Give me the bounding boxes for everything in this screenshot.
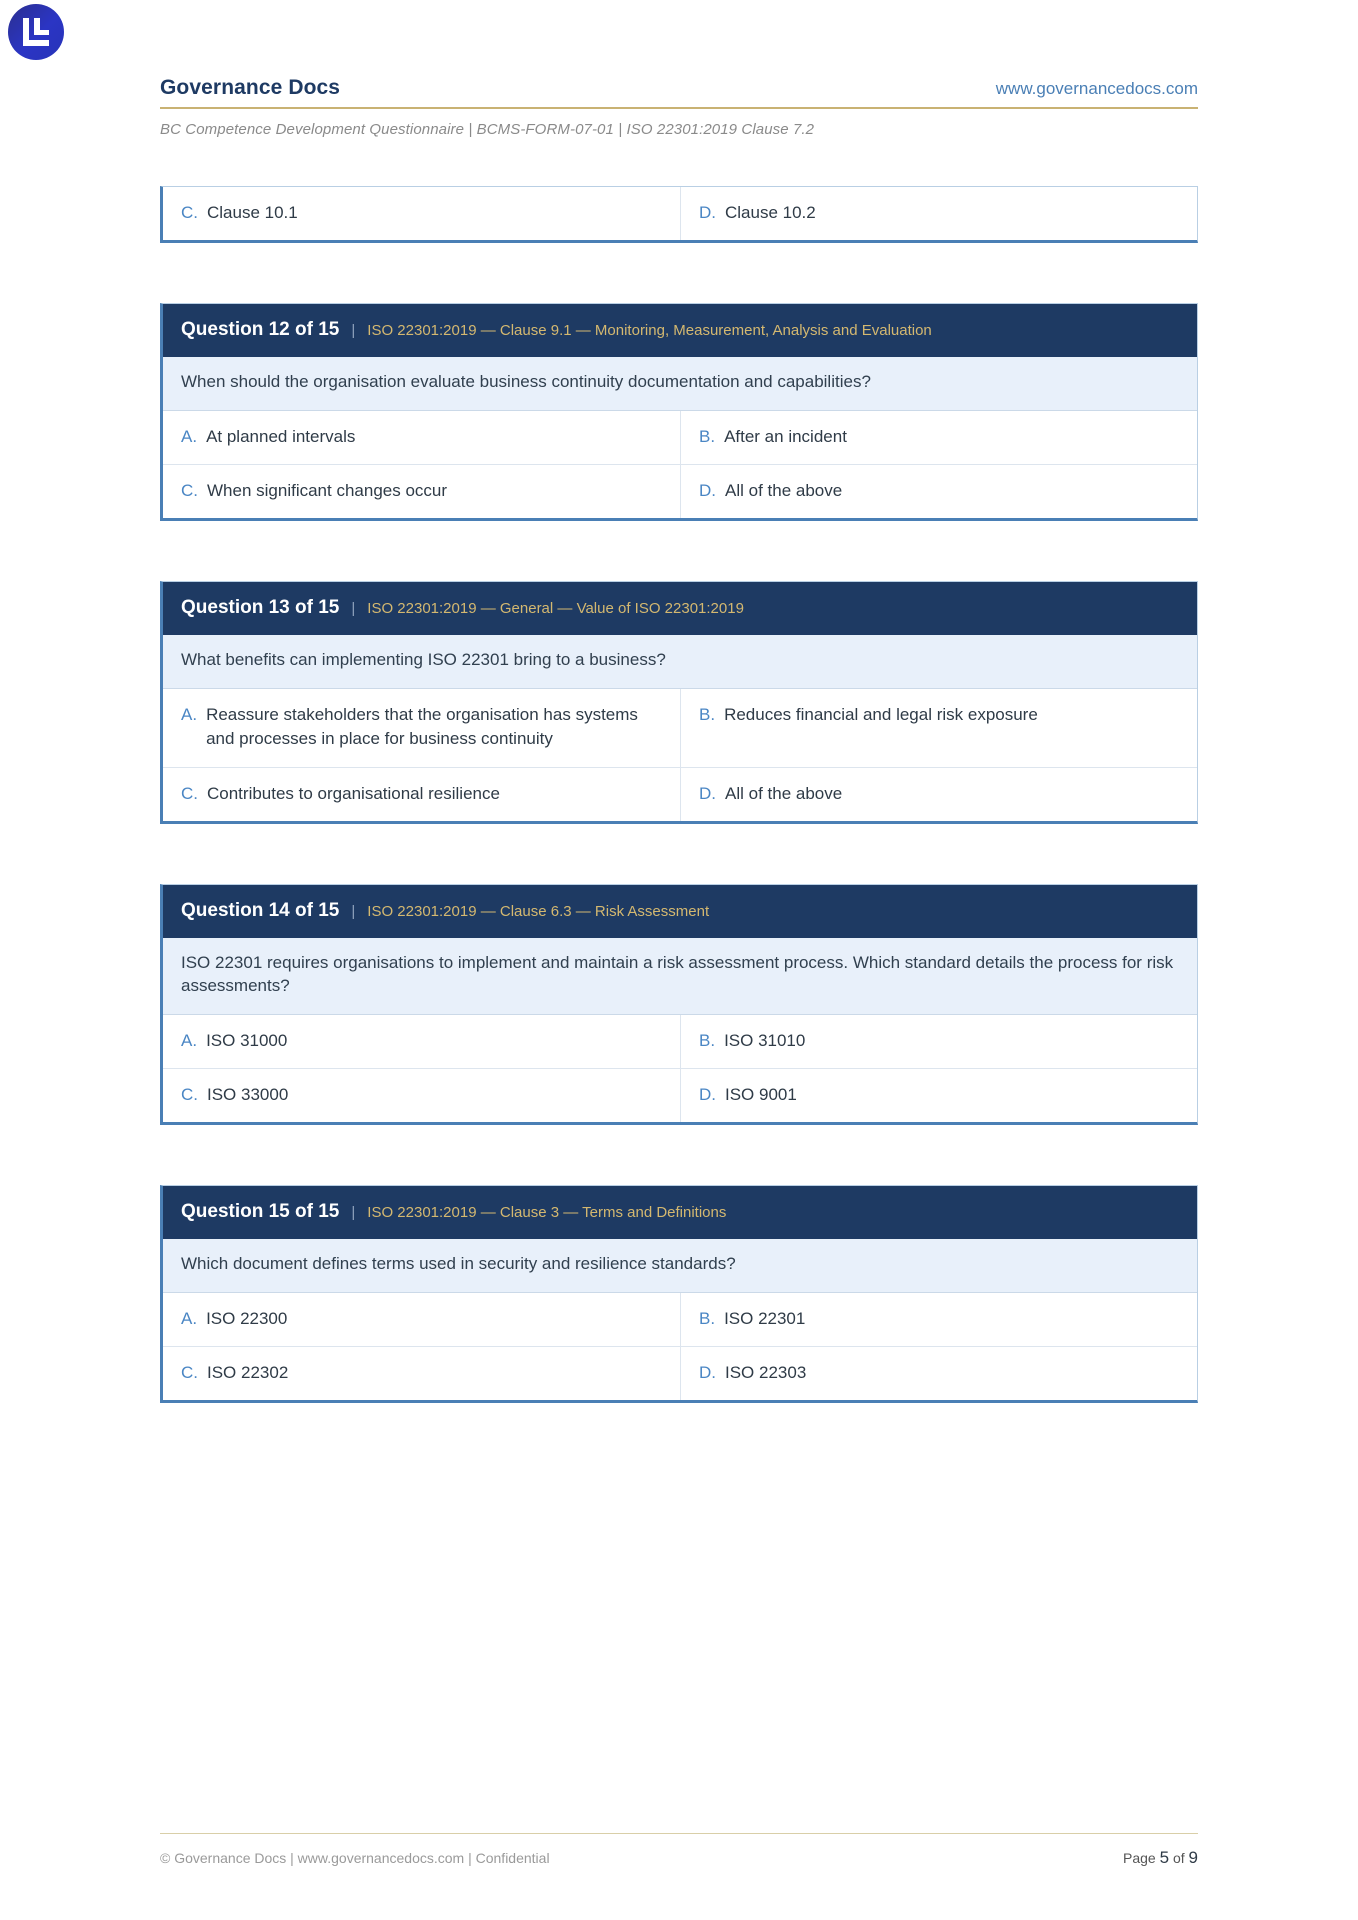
question-prompt: Which document defines terms used in security and resilience standards? — [163, 1239, 1197, 1293]
answer-option-d[interactable] — [680, 1347, 1197, 1400]
question-prompt: When should the organisation evaluate business continuity documentation and capabilities? — [163, 357, 1197, 411]
answer-text: When significant changes occur — [207, 481, 448, 501]
answer-option-b[interactable] — [680, 689, 1197, 766]
page-prefix-label: Page — [1123, 1850, 1156, 1866]
answer-row — [163, 1015, 1197, 1069]
question-card — [160, 884, 1198, 1125]
answer-option-a[interactable] — [163, 1015, 680, 1068]
answer-letter: A. — [181, 1308, 198, 1328]
answer-option-c[interactable] — [163, 768, 680, 821]
brand-url-link[interactable]: www.governancedocs.com — [995, 79, 1198, 98]
document-header — [160, 0, 1198, 138]
footer-page-indicator — [1123, 1848, 1198, 1868]
question-number-label: Question 14 of 15 — [181, 899, 340, 921]
answer-text: After an incident — [724, 427, 847, 447]
answer-letter: C. — [181, 1084, 198, 1104]
question-header-bar — [163, 885, 1197, 938]
question-card — [160, 581, 1198, 823]
answer-text: ISO 31010 — [724, 1030, 806, 1050]
answer-letter: C. — [181, 481, 198, 501]
answer-text: ISO 22302 — [207, 1362, 289, 1382]
answer-row — [163, 1069, 1197, 1122]
question-clause-tag: ISO 22301:2019 — Clause 6.3 — Risk Assessment — [367, 902, 710, 920]
answer-option-d[interactable] — [680, 1069, 1197, 1122]
answer-letter: B. — [699, 1308, 716, 1328]
answer-letter: C. — [181, 783, 198, 803]
answer-text: ISO 31000 — [206, 1030, 288, 1050]
answer-option-c[interactable] — [163, 1347, 680, 1400]
question-clause-tag: ISO 22301:2019 — Clause 9.1 — Monitoring, Measurement, Analysis and Evaluation — [367, 322, 932, 340]
answer-text: ISO 22301 — [724, 1308, 806, 1328]
question-header-separator: | — [351, 902, 356, 920]
answer-text: Clause 10.1 — [207, 203, 298, 222]
answer-option-c[interactable] — [163, 187, 680, 240]
answer-letter: A. — [181, 427, 198, 447]
answer-text: All of the above — [725, 783, 843, 803]
answer-text: At planned intervals — [206, 427, 356, 447]
answer-letter: A. — [181, 705, 198, 725]
question-prompt: ISO 22301 requires organisations to implement and maintain a risk assessment process. Which standard details the process for risk assessments? — [163, 938, 1197, 1015]
question-block-13 — [160, 581, 1198, 823]
answer-text: Contributes to organisational resilience — [207, 783, 500, 803]
answer-option-a[interactable] — [163, 1293, 680, 1346]
page-title: Governance Docs — [160, 76, 341, 99]
answer-letter: D. — [699, 1362, 716, 1382]
question-clause-tag: ISO 22301:2019 — Clause 3 — Terms and Definitions — [367, 1203, 727, 1221]
answer-row — [163, 768, 1197, 821]
answer-text: Clause 10.2 — [725, 203, 816, 222]
question-card — [160, 303, 1198, 521]
answer-text: ISO 22303 — [725, 1362, 807, 1382]
answer-text: ISO 22300 — [206, 1308, 288, 1328]
question-block-12 — [160, 303, 1198, 521]
answer-option-d[interactable] — [680, 768, 1197, 821]
document-footer — [160, 1833, 1198, 1868]
answer-text: Reduces financial and legal risk exposure — [724, 705, 1038, 725]
question-number-label: Question 12 of 15 — [181, 319, 340, 341]
answer-option-b[interactable] — [680, 411, 1197, 464]
answer-option-a[interactable] — [163, 689, 680, 766]
answer-row — [163, 411, 1197, 465]
answer-option-d[interactable] — [680, 187, 1197, 240]
answer-option-c[interactable] — [163, 465, 680, 518]
answer-row — [163, 689, 1197, 767]
answer-letter: B. — [699, 1030, 716, 1050]
question-clause-tag: ISO 22301:2019 — General — Value of ISO 22301:2019 — [367, 600, 744, 618]
question-header-separator: | — [351, 1203, 356, 1221]
question-header-separator: | — [351, 600, 356, 618]
answer-letter: A. — [181, 1030, 198, 1050]
answer-text: ISO 33000 — [207, 1084, 289, 1104]
question-number-label: Question 15 of 15 — [181, 1200, 340, 1222]
total-page-number: 9 — [1188, 1848, 1198, 1867]
header-row — [160, 76, 1198, 109]
answer-letter: C. — [181, 1362, 198, 1382]
question-number-label: Question 13 of 15 — [181, 597, 340, 619]
answer-row — [163, 1293, 1197, 1347]
answer-option-c[interactable] — [163, 1069, 680, 1122]
answer-row — [163, 465, 1197, 518]
answer-letter: D. — [699, 1084, 716, 1104]
answer-letter: B. — [699, 427, 716, 447]
answer-letter: C. — [181, 203, 198, 222]
answer-option-b[interactable] — [680, 1293, 1197, 1346]
answer-text: ISO 9001 — [725, 1084, 797, 1104]
question-header-bar — [163, 582, 1197, 635]
question-header-bar — [163, 1186, 1197, 1239]
question-prompt: What benefits can implementing ISO 22301 bring to a business? — [163, 635, 1197, 689]
question-block-14 — [160, 884, 1198, 1125]
answer-card-continued — [160, 186, 1198, 243]
answer-option-d[interactable] — [680, 465, 1197, 518]
answer-letter: D. — [699, 481, 716, 501]
answer-text: Reassure stakeholders that the organisation has systems and processes in place for business continuity — [206, 705, 638, 749]
question-header-separator: | — [351, 322, 356, 340]
answer-letter: D. — [699, 203, 716, 222]
answer-option-b[interactable] — [680, 1015, 1197, 1068]
question-block-15 — [160, 1185, 1198, 1403]
question-card — [160, 1185, 1198, 1403]
answer-option-a[interactable] — [163, 411, 680, 464]
answer-letter: B. — [699, 705, 716, 725]
answer-text: All of the above — [725, 481, 843, 501]
page-of-label: of — [1172, 1850, 1185, 1866]
document-meta-line: BC Competence Development Questionnaire | BCMS-FORM-07-01 | ISO 22301:2019 Clause 7.2 — [160, 121, 815, 138]
answer-row — [163, 1347, 1197, 1400]
footer-copyright: © Governance Docs | www.governancedocs.com | Confidential — [160, 1850, 550, 1866]
continued-answers-block — [160, 186, 1198, 243]
answer-row — [163, 187, 1197, 240]
answer-letter: D. — [699, 783, 716, 803]
question-header-bar — [163, 304, 1197, 357]
current-page-number: 5 — [1159, 1848, 1170, 1867]
